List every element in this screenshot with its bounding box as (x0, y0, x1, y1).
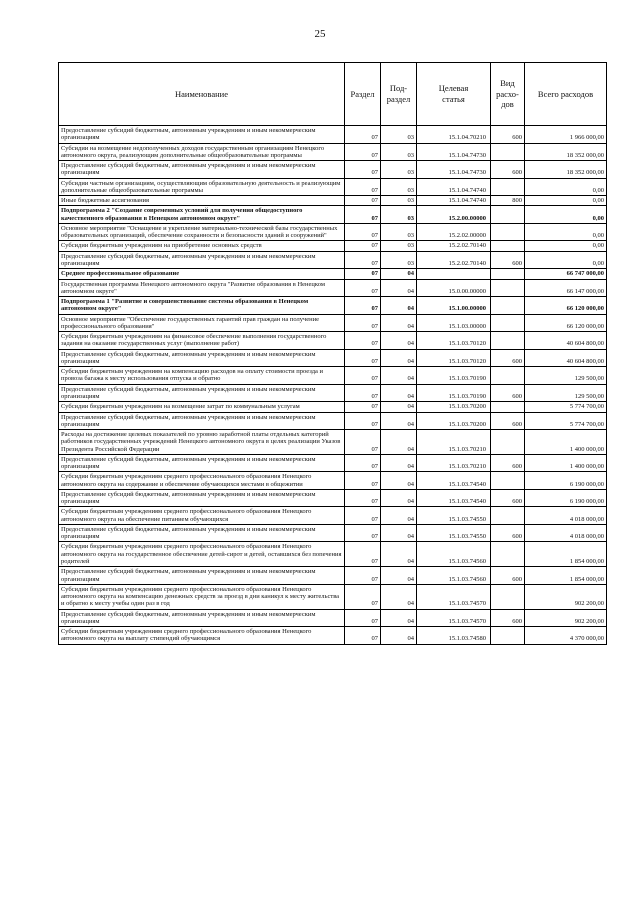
row-section: 07 (345, 178, 381, 196)
row-section: 07 (345, 524, 381, 542)
row-target: 15.1.03.70210 (417, 454, 491, 472)
row-amount: 1 400 000,00 (525, 430, 607, 455)
row-target: 15.2.00.00000 (417, 206, 491, 224)
row-subsection: 04 (381, 524, 417, 542)
row-amount: 1 854 000,00 (525, 567, 607, 585)
row-target: 15.2.02.00000 (417, 223, 491, 241)
row-section: 07 (345, 269, 381, 279)
row-target: 15.1.04.74740 (417, 196, 491, 206)
row-amount: 40 604 800,00 (525, 332, 607, 350)
row-subsection: 04 (381, 269, 417, 279)
table-row (59, 269, 607, 279)
row-expense-type (491, 279, 525, 297)
row-subsection: 03 (381, 251, 417, 269)
row-amount: 0,00 (525, 251, 607, 269)
row-expense-type (491, 269, 525, 279)
row-section: 07 (345, 430, 381, 455)
row-amount: 129 500,00 (525, 367, 607, 385)
row-target: 15.1.03.74570 (417, 584, 491, 609)
row-target: 15.1.00.00000 (417, 297, 491, 315)
row-subsection: 04 (381, 349, 417, 367)
row-section: 07 (345, 627, 381, 645)
row-expense-type (491, 223, 525, 241)
table-header-row (59, 63, 607, 126)
row-section: 07 (345, 567, 381, 585)
table-row (59, 430, 607, 455)
row-section: 07 (345, 412, 381, 430)
row-section: 07 (345, 206, 381, 224)
row-name: Предоставление субсидий бюджетным, автономным учреждениям и иным некоммерческим организациям (59, 454, 345, 472)
row-expense-type (491, 627, 525, 645)
row-name: Предоставление субсидий бюджетным, автономным учреждениям и иным некоммерческим организациям (59, 489, 345, 507)
row-amount: 0,00 (525, 206, 607, 224)
row-section: 07 (345, 609, 381, 627)
table-row (59, 314, 607, 332)
row-section: 07 (345, 542, 381, 567)
row-expense-type (491, 178, 525, 196)
table-row (59, 367, 607, 385)
row-amount: 4 018 000,00 (525, 524, 607, 542)
row-name: Предоставление субсидий бюджетным, автономным учреждениям и иным некоммерческим организациям (59, 126, 345, 144)
row-expense-type (491, 297, 525, 315)
table-row (59, 161, 607, 179)
table-row (59, 627, 607, 645)
table-row (59, 178, 607, 196)
row-subsection: 04 (381, 332, 417, 350)
row-name: Государственная программа Ненецкого автономного округа "Развитие образования в Ненецком автономном округе" (59, 279, 345, 297)
row-subsection: 04 (381, 384, 417, 402)
row-expense-type: 600 (491, 349, 525, 367)
row-name: Основное мероприятие "Обеспечение государственных гарантий прав граждан на получение профессионального образования" (59, 314, 345, 332)
row-subsection: 03 (381, 126, 417, 144)
row-section: 07 (345, 402, 381, 412)
row-expense-type (491, 143, 525, 161)
row-target: 15.1.04.74730 (417, 161, 491, 179)
row-subsection: 04 (381, 297, 417, 315)
row-expense-type (491, 332, 525, 350)
row-expense-type: 600 (491, 454, 525, 472)
table-row (59, 609, 607, 627)
row-section: 07 (345, 279, 381, 297)
row-section: 07 (345, 161, 381, 179)
row-subsection: 04 (381, 584, 417, 609)
row-name: Расходы на достижение целевых показателей по уровню заработной платы отдельных категорий работников государственных учреждений Ненецкого автономного округа в целях реализации Указов Президента Российской Федерации (59, 430, 345, 455)
row-name: Предоставление субсидий бюджетным, автономным учреждениям и иным некоммерческим организациям (59, 251, 345, 269)
row-target: 15.1.03.74560 (417, 567, 491, 585)
row-expense-type: 600 (491, 524, 525, 542)
row-target: 15.1.03.70190 (417, 384, 491, 402)
row-expense-type (491, 402, 525, 412)
table-row (59, 567, 607, 585)
row-target: 15.1.03.74580 (417, 627, 491, 645)
row-amount: 4 370 000,00 (525, 627, 607, 645)
row-section: 07 (345, 332, 381, 350)
row-expense-type: 600 (491, 161, 525, 179)
table-row (59, 489, 607, 507)
row-amount: 129 500,00 (525, 384, 607, 402)
row-name: Субсидии бюджетным учреждениям на финансовое обеспечение выполнения государственного задания на оказание государственных услуг (выполнение работ) (59, 332, 345, 350)
table-row (59, 279, 607, 297)
row-target: 15.1.03.74550 (417, 524, 491, 542)
row-section: 07 (345, 314, 381, 332)
row-name: Предоставление субсидий бюджетным, автономным учреждениям и иным некоммерческим организациям (59, 349, 345, 367)
row-section: 07 (345, 223, 381, 241)
row-subsection: 03 (381, 206, 417, 224)
row-expense-type (491, 507, 525, 525)
row-name: Субсидии на возмещение недополученных доходов государственным организациям Ненецкого автономного округа, реализующим дополнительные общеобразовательные программы (59, 143, 345, 161)
table-row (59, 584, 607, 609)
row-amount: 40 604 800,00 (525, 349, 607, 367)
row-amount: 1 854 000,00 (525, 542, 607, 567)
table-row (59, 297, 607, 315)
row-amount: 4 018 000,00 (525, 507, 607, 525)
row-expense-type: 600 (491, 567, 525, 585)
row-name: Предоставление субсидий бюджетным, автономным учреждениям и иным некоммерческим организациям (59, 161, 345, 179)
row-target (417, 269, 491, 279)
row-subsection: 03 (381, 241, 417, 251)
row-name: Субсидии бюджетным учреждениям среднего профессионального образования Ненецкого автономного округа на выплату стипендий обучающимся (59, 627, 345, 645)
row-amount: 5 774 700,00 (525, 412, 607, 430)
table-row (59, 126, 607, 144)
row-name: Предоставление субсидий бюджетным, автономным учреждениям и иным некоммерческим организациям (59, 384, 345, 402)
row-target: 15.1.03.74540 (417, 472, 491, 490)
row-target: 15.1.03.70190 (417, 367, 491, 385)
page-number: 25 (314, 28, 326, 40)
table-row (59, 524, 607, 542)
row-target: 15.2.02.70140 (417, 251, 491, 269)
header-total: Всего расходов (525, 63, 607, 126)
row-expense-type: 800 (491, 196, 525, 206)
row-subsection: 03 (381, 161, 417, 179)
row-section: 07 (345, 251, 381, 269)
row-subsection: 04 (381, 367, 417, 385)
row-name: Субсидии бюджетным учреждениям на возмещение затрат по коммунальным услугам (59, 402, 345, 412)
row-subsection: 04 (381, 412, 417, 430)
row-name: Основное мероприятие "Оснащение и укрепление материально-технической базы государственных образовательных организаций, обеспечение сохранности и безопасности зданий и сооружений" (59, 223, 345, 241)
row-section: 07 (345, 367, 381, 385)
row-target: 15.1.03.00000 (417, 314, 491, 332)
row-target: 15.1.03.70120 (417, 332, 491, 350)
row-amount: 6 190 000,00 (525, 472, 607, 490)
row-subsection: 04 (381, 430, 417, 455)
row-expense-type (491, 314, 525, 332)
row-name: Субсидии бюджетным учреждениям среднего профессионального образования Ненецкого автономного округа на компенсацию денежных средств за проезд в дни каникул к месту жительства и обратно к месту учебы один раз в год (59, 584, 345, 609)
row-target: 15.1.04.74740 (417, 178, 491, 196)
row-amount: 66 747 000,00 (525, 269, 607, 279)
row-subsection: 03 (381, 143, 417, 161)
table-row (59, 384, 607, 402)
row-amount: 6 190 000,00 (525, 489, 607, 507)
table-row (59, 223, 607, 241)
row-expense-type: 600 (491, 412, 525, 430)
row-section: 07 (345, 126, 381, 144)
row-subsection: 04 (381, 609, 417, 627)
row-target: 15.1.03.74560 (417, 542, 491, 567)
row-amount: 0,00 (525, 223, 607, 241)
row-name: Предоставление субсидий бюджетным, автономным учреждениям и иным некоммерческим организациям (59, 567, 345, 585)
table-row (59, 454, 607, 472)
row-section: 07 (345, 143, 381, 161)
row-amount: 18 352 000,00 (525, 161, 607, 179)
row-expense-type: 600 (491, 251, 525, 269)
row-name: Предоставление субсидий бюджетным, автономным учреждениям и иным некоммерческим организациям (59, 609, 345, 627)
row-section: 07 (345, 489, 381, 507)
row-subsection: 04 (381, 402, 417, 412)
row-target: 15.1.03.70200 (417, 402, 491, 412)
row-name: Субсидии бюджетным учреждениям среднего профессионального образования Ненецкого автономного округа на обеспечение питанием обучающихся (59, 507, 345, 525)
row-expense-type (491, 430, 525, 455)
table-row (59, 332, 607, 350)
row-name: Субсидии бюджетным учреждениям среднего профессионального образования Ненецкого автономного округа на содержание и обеспечение обучающихся местами в общежитии (59, 472, 345, 490)
row-amount: 18 352 000,00 (525, 143, 607, 161)
row-name: Субсидии бюджетным учреждениям среднего профессионального образования Ненецкого автономного округа на государственное обеспечение детей-сирот и детей, оставшихся без попечения родителей (59, 542, 345, 567)
row-subsection: 04 (381, 314, 417, 332)
row-target: 15.1.03.74550 (417, 507, 491, 525)
row-target: 15.1.03.74540 (417, 489, 491, 507)
row-subsection: 04 (381, 542, 417, 567)
row-amount: 902 200,00 (525, 609, 607, 627)
row-target: 15.1.04.70210 (417, 126, 491, 144)
row-name: Среднее профессиональное образование (59, 269, 345, 279)
row-section: 07 (345, 349, 381, 367)
row-expense-type (491, 241, 525, 251)
row-amount: 902 200,00 (525, 584, 607, 609)
row-target: 15.1.04.74730 (417, 143, 491, 161)
row-amount: 66 120 000,00 (525, 297, 607, 315)
row-section: 07 (345, 196, 381, 206)
row-amount: 1 966 000,00 (525, 126, 607, 144)
row-name: Субсидии бюджетным учреждениям на компенсацию расходов на оплату стоимости проезда и провоза багажа к месту использования отпуска и обратно (59, 367, 345, 385)
row-expense-type: 600 (491, 609, 525, 627)
row-subsection: 03 (381, 178, 417, 196)
row-amount: 66 120 000,00 (525, 314, 607, 332)
row-name: Предоставление субсидий бюджетным, автономным учреждениям и иным некоммерческим организациям (59, 412, 345, 430)
row-amount: 5 774 700,00 (525, 402, 607, 412)
table-row (59, 241, 607, 251)
row-amount: 0,00 (525, 196, 607, 206)
row-subsection: 04 (381, 472, 417, 490)
table-row (59, 542, 607, 567)
row-expense-type: 600 (491, 126, 525, 144)
row-expense-type (491, 584, 525, 609)
header-expense-type: Вид расхо- дов (491, 63, 525, 126)
row-subsection: 03 (381, 196, 417, 206)
row-subsection: 04 (381, 279, 417, 297)
row-expense-type (491, 367, 525, 385)
row-subsection: 04 (381, 507, 417, 525)
table-row (59, 402, 607, 412)
row-section: 07 (345, 584, 381, 609)
row-target: 15.1.03.74570 (417, 609, 491, 627)
header-subsection: Под- раздел (381, 63, 417, 126)
row-amount: 0,00 (525, 178, 607, 196)
row-target: 15.0.00.00000 (417, 279, 491, 297)
row-section: 07 (345, 297, 381, 315)
row-target: 15.1.03.70200 (417, 412, 491, 430)
row-name: Субсидии частным организациям, осуществляющим образовательную деятельность и реализующим дополнительные общеобразовательные программы (59, 178, 345, 196)
table-row (59, 349, 607, 367)
table-row (59, 143, 607, 161)
row-subsection: 04 (381, 489, 417, 507)
row-target: 15.2.02.70140 (417, 241, 491, 251)
row-target: 15.1.03.70210 (417, 430, 491, 455)
table-row (59, 196, 607, 206)
row-section: 07 (345, 472, 381, 490)
row-section: 07 (345, 241, 381, 251)
row-name: Иные бюджетные ассигнования (59, 196, 345, 206)
row-section: 07 (345, 454, 381, 472)
row-target: 15.1.03.70120 (417, 349, 491, 367)
table-row (59, 507, 607, 525)
row-name: Подпрограмма 1 "Развитие и совершенствование системы образования в Ненецком автономном округе" (59, 297, 345, 315)
expenses-table (58, 62, 607, 645)
row-expense-type: 600 (491, 489, 525, 507)
row-name: Субсидии бюджетным учреждениям на приобретение основных средств (59, 241, 345, 251)
row-subsection: 04 (381, 567, 417, 585)
table-row (59, 251, 607, 269)
row-name: Подпрограмма 2 "Создание современных условий для получения общедоступного качественного образования в Ненецком автономном округе" (59, 206, 345, 224)
row-expense-type (491, 472, 525, 490)
header-target: Целевая статья (417, 63, 491, 126)
table-row (59, 412, 607, 430)
row-amount: 1 400 000,00 (525, 454, 607, 472)
row-amount: 66 147 000,00 (525, 279, 607, 297)
row-expense-type (491, 542, 525, 567)
row-expense-type (491, 206, 525, 224)
row-subsection: 04 (381, 627, 417, 645)
table-row (59, 206, 607, 224)
row-subsection: 03 (381, 223, 417, 241)
row-section: 07 (345, 384, 381, 402)
row-subsection: 04 (381, 454, 417, 472)
table-row (59, 472, 607, 490)
row-expense-type: 600 (491, 384, 525, 402)
row-amount: 0,00 (525, 241, 607, 251)
row-section: 07 (345, 507, 381, 525)
row-name: Предоставление субсидий бюджетным, автономным учреждениям и иным некоммерческим организациям (59, 524, 345, 542)
header-section: Раздел (345, 63, 381, 126)
header-name: Наименование (59, 63, 345, 126)
